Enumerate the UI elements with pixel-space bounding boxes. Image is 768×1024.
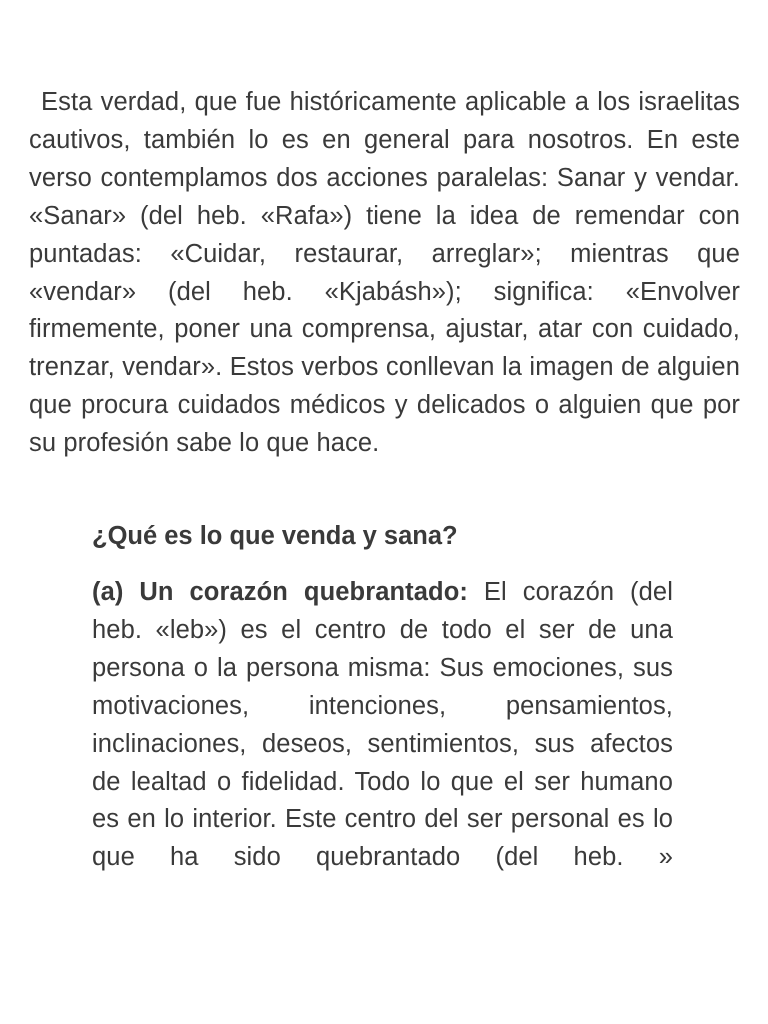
- section-heading: ¿Qué es lo que venda y sana?: [92, 522, 458, 550]
- definition-paragraph: [92, 574, 673, 877]
- main-paragraph: Esta verdad, que fue históricamente aplicable a los israelitas cautivos, también lo es en general para nosotros. En este verso contemplamos dos acciones paralelas: Sanar y vendar. «Sanar» (del heb. «Rafa») tiene la idea de remendar con puntadas: «Cuidar, restaurar, arreglar»; mientras que «vendar» (del heb. «Kjabásh»); significa: «Envolver firmemente, poner una comprensa, ajustar, atar con cuidado, trenzar, vendar». Estos verbos conllevan la imagen de alguien que procura cuidados médicos y delicados o alguien que por su profesión sabe lo que hace.: [29, 88, 740, 458]
- definition-term: (a) Un corazón quebrantado:: [92, 578, 468, 606]
- definition-body: El corazón (del heb. «leb») es el centro de todo el ser de una persona o la persona misma: Sus emociones, sus motivaciones, intenciones, pensamientos, inclinaciones, deseos, sentimientos, sus afectos de lealtad o fidelidad. Todo lo que el ser humano es en lo interior. Este centro del ser personal es lo que ha sido quebrantado (del heb. »: [92, 578, 673, 872]
